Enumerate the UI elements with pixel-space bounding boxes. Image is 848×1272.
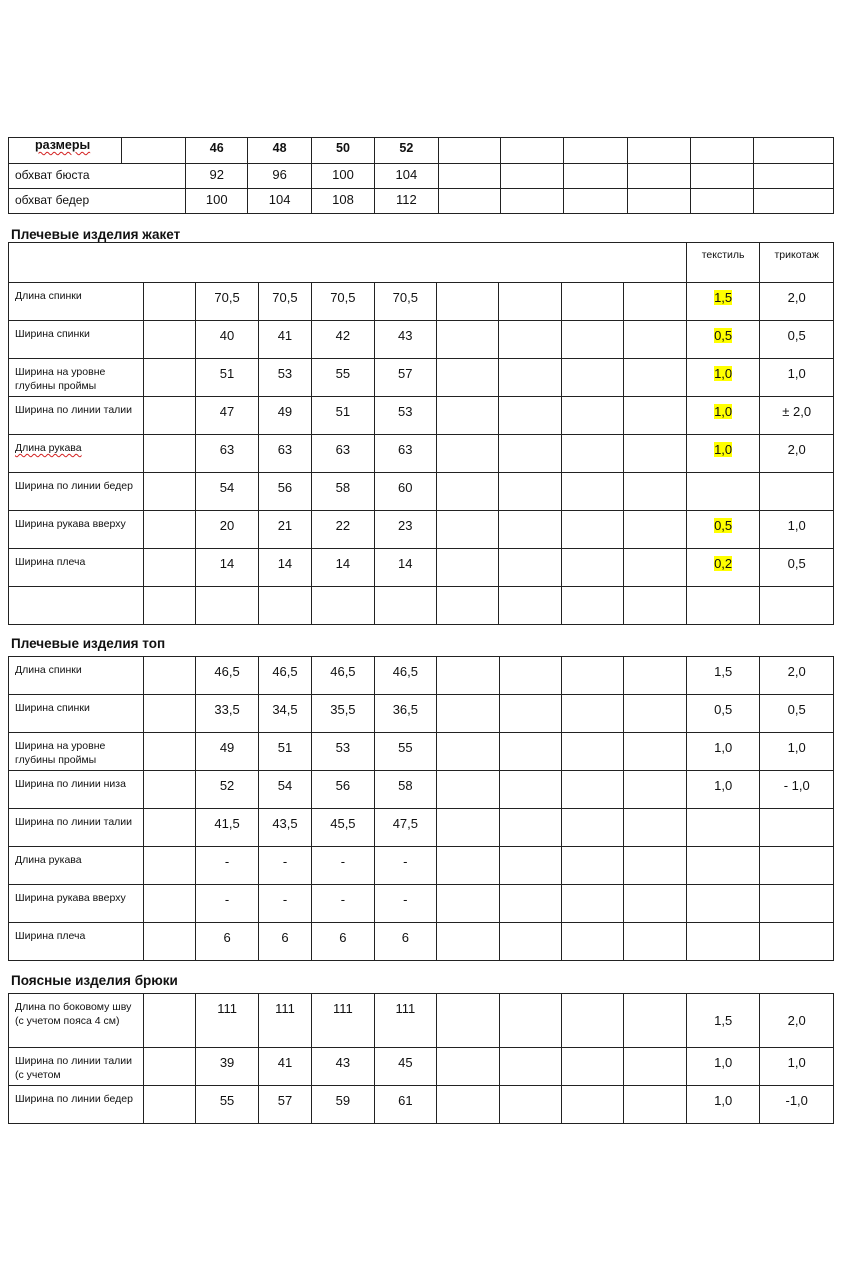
cell-value: 51 — [258, 733, 311, 771]
knit-allowance — [760, 473, 834, 511]
cell-value: 104 — [375, 164, 438, 189]
row-label: Ширина по линии бедер — [15, 480, 133, 492]
table-row — [9, 885, 834, 923]
knit-allowance: ± 2,0 — [760, 397, 834, 435]
cell-value: 57 — [258, 1086, 311, 1124]
row-label: Ширина плеча — [15, 930, 86, 942]
row-label: обхват бюста — [9, 164, 186, 189]
cell-value: 45 — [374, 1048, 436, 1086]
cell-value: 63 — [258, 435, 311, 473]
cell-value: 6 — [312, 923, 374, 961]
cell-value: - — [374, 885, 436, 923]
cell-value: 58 — [374, 771, 436, 809]
table-row — [9, 283, 834, 321]
jacket-rows — [9, 283, 834, 625]
cell-value: 61 — [374, 1086, 436, 1124]
cell-value: 53 — [258, 359, 311, 397]
cell-value: 41 — [258, 321, 311, 359]
textile-allowance: 1,0 — [714, 366, 733, 381]
cell-value: 100 — [186, 189, 248, 214]
cell-value: 56 — [258, 473, 311, 511]
cell-value: 6 — [196, 923, 258, 961]
cell-value: 21 — [258, 511, 311, 549]
cell-value: 43 — [312, 1048, 374, 1086]
knit-allowance: 1,0 — [760, 359, 834, 397]
cell-value: - — [312, 847, 374, 885]
cell-value: 6 — [258, 923, 311, 961]
cell-value: 34,5 — [258, 695, 311, 733]
cell-value: 100 — [311, 164, 374, 189]
row-label: Ширина по линии талии — [15, 816, 133, 828]
top-table — [8, 656, 834, 961]
table-row — [9, 397, 834, 435]
knit-allowance: - 1,0 — [760, 771, 834, 809]
row-label: Ширина по линии низа — [15, 778, 126, 790]
knit-allowance: 1,0 — [760, 733, 834, 771]
row-label: Длина по боковому шву (с учетом пояса 4 см) — [15, 1001, 132, 1027]
row-label: Ширина по линии бедер — [15, 1093, 133, 1105]
row-label: Ширина рукава вверху — [15, 518, 126, 530]
section-title-jacket: Плечевые изделия жакет — [11, 227, 181, 242]
row-label: Длина спинки — [15, 290, 82, 302]
knit-allowance: 0,5 — [760, 321, 834, 359]
table-row — [9, 695, 834, 733]
table-row — [9, 549, 834, 587]
cell-value: 63 — [196, 435, 258, 473]
cell-value: 22 — [312, 511, 374, 549]
cell-value: 104 — [248, 189, 311, 214]
trousers-rows — [9, 994, 834, 1124]
cell-value: - — [312, 885, 374, 923]
table-row — [9, 1048, 834, 1086]
row-label: Ширина на уровне глубины проймы — [15, 740, 106, 766]
knit-allowance — [760, 847, 834, 885]
knit-allowance: 2,0 — [760, 283, 834, 321]
col-header-knit: трикотаж — [760, 243, 834, 283]
table-row — [9, 847, 834, 885]
cell-value: 35,5 — [312, 695, 374, 733]
cell-value — [258, 587, 311, 625]
cell-value: 52 — [196, 771, 258, 809]
table-row — [9, 164, 834, 189]
sizes-header-label: размеры — [35, 138, 91, 152]
textile-allowance: 1,5 — [714, 290, 733, 305]
textile-allowance: 1,5 — [714, 1013, 733, 1028]
table-row — [9, 809, 834, 847]
cell-value: 49 — [196, 733, 258, 771]
cell-value: 14 — [312, 549, 374, 587]
row-label: Ширина рукава вверху — [15, 892, 126, 904]
textile-allowance: 0,5 — [714, 328, 733, 343]
cell-value — [374, 587, 436, 625]
cell-value: 63 — [312, 435, 374, 473]
textile-allowance: 0,2 — [714, 556, 733, 571]
cell-value: - — [374, 847, 436, 885]
textile-allowance: 1,0 — [714, 404, 733, 419]
jacket-table — [8, 242, 834, 625]
knit-allowance — [760, 587, 834, 625]
size-52: 52 — [375, 138, 438, 164]
cell-value: 56 — [312, 771, 374, 809]
cell-value: 14 — [258, 549, 311, 587]
cell-value: 42 — [312, 321, 374, 359]
table-row — [9, 473, 834, 511]
cell-value: 39 — [196, 1048, 258, 1086]
jacket-header-row — [9, 243, 834, 283]
size-50: 50 — [311, 138, 374, 164]
cell-value: 46,5 — [312, 657, 374, 695]
size-48: 48 — [248, 138, 311, 164]
cell-value: 111 — [196, 994, 258, 1048]
cell-value: 6 — [374, 923, 436, 961]
cell-value: 43 — [374, 321, 436, 359]
table-row — [9, 189, 834, 214]
table-row — [9, 359, 834, 397]
cell-value: 33,5 — [196, 695, 258, 733]
cell-value: - — [196, 847, 258, 885]
cell-value: 45,5 — [312, 809, 374, 847]
knit-allowance: 1,0 — [760, 1048, 834, 1086]
row-label: Ширина спинки — [15, 328, 90, 340]
cell-value: 70,5 — [258, 283, 311, 321]
knit-allowance — [760, 809, 834, 847]
cell-value: 36,5 — [374, 695, 436, 733]
cell-value: 57 — [374, 359, 436, 397]
textile-allowance: 1,0 — [714, 1093, 733, 1108]
cell-value: 59 — [312, 1086, 374, 1124]
section-title-trousers: Поясные изделия брюки — [11, 973, 178, 988]
table-row — [9, 587, 834, 625]
cell-value: 70,5 — [374, 283, 436, 321]
cell-value: 63 — [374, 435, 436, 473]
cell-value: - — [258, 885, 311, 923]
cell-value: 51 — [196, 359, 258, 397]
cell-value: 108 — [311, 189, 374, 214]
row-label: Длина рукава — [15, 854, 82, 866]
textile-allowance: 0,5 — [714, 702, 733, 717]
cell-value: 40 — [196, 321, 258, 359]
row-label: Длина спинки — [15, 664, 82, 676]
cell-value: 111 — [312, 994, 374, 1048]
cell-value: 55 — [374, 733, 436, 771]
knit-allowance: 2,0 — [760, 994, 834, 1048]
textile-allowance: 1,5 — [714, 664, 733, 679]
cell-value: 43,5 — [258, 809, 311, 847]
table-row — [9, 771, 834, 809]
row-label: Ширина спинки — [15, 702, 90, 714]
knit-allowance: 1,0 — [760, 511, 834, 549]
size-46: 46 — [186, 138, 248, 164]
cell-value: 60 — [374, 473, 436, 511]
table-row — [9, 994, 834, 1048]
cell-value: 14 — [196, 549, 258, 587]
cell-value: 54 — [196, 473, 258, 511]
cell-value: 20 — [196, 511, 258, 549]
cell-value: 96 — [248, 164, 311, 189]
knit-allowance — [760, 885, 834, 923]
table-row — [9, 1086, 834, 1124]
knit-allowance: 2,0 — [760, 657, 834, 695]
table-row — [9, 923, 834, 961]
table-row — [9, 657, 834, 695]
cell-value: 46,5 — [196, 657, 258, 695]
cell-value: 41 — [258, 1048, 311, 1086]
col-header-textile: текстиль — [686, 243, 760, 283]
sizes-table — [8, 137, 834, 214]
cell-value: 47,5 — [374, 809, 436, 847]
table-row — [9, 511, 834, 549]
knit-allowance: 2,0 — [760, 435, 834, 473]
cell-value — [312, 587, 374, 625]
cell-value: - — [258, 847, 311, 885]
cell-value: 23 — [374, 511, 436, 549]
cell-value: 46,5 — [374, 657, 436, 695]
sizes-header-row — [9, 138, 834, 164]
cell-value: 55 — [312, 359, 374, 397]
cell-value: 53 — [312, 733, 374, 771]
row-label: Ширина на уровне глубины проймы — [15, 366, 106, 392]
cell-value: 54 — [258, 771, 311, 809]
cell-value: 111 — [258, 994, 311, 1048]
cell-value: 70,5 — [196, 283, 258, 321]
cell-value: 58 — [312, 473, 374, 511]
cell-value — [196, 587, 258, 625]
table-row — [9, 435, 834, 473]
textile-allowance: 0,5 — [714, 518, 733, 533]
cell-value: 47 — [196, 397, 258, 435]
textile-allowance: 1,0 — [714, 740, 733, 755]
textile-allowance: 1,0 — [714, 778, 733, 793]
cell-value: - — [196, 885, 258, 923]
cell-value: 70,5 — [312, 283, 374, 321]
knit-allowance: -1,0 — [760, 1086, 834, 1124]
cell-value: 51 — [312, 397, 374, 435]
row-label: Длина рукава — [15, 442, 82, 454]
top-rows — [9, 657, 834, 961]
textile-allowance: 1,0 — [714, 442, 733, 457]
knit-allowance: 0,5 — [760, 549, 834, 587]
section-title-top: Плечевые изделия топ — [11, 636, 166, 651]
cell-value: 92 — [186, 164, 248, 189]
cell-value: 49 — [258, 397, 311, 435]
table-row — [9, 733, 834, 771]
row-label: Ширина по линии талии (с учетом — [15, 1055, 133, 1081]
cell-value: 53 — [374, 397, 436, 435]
row-label: Ширина по линии талии — [15, 404, 133, 416]
cell-value: 111 — [374, 994, 436, 1048]
table-row — [9, 321, 834, 359]
trousers-table — [8, 993, 834, 1124]
cell-value: 41,5 — [196, 809, 258, 847]
knit-allowance: 0,5 — [760, 695, 834, 733]
row-label: обхват бедер — [9, 189, 186, 214]
cell-value: 14 — [374, 549, 436, 587]
knit-allowance — [760, 923, 834, 961]
cell-value: 46,5 — [258, 657, 311, 695]
cell-value: 112 — [375, 189, 438, 214]
cell-value: 55 — [196, 1086, 258, 1124]
row-label: Ширина плеча — [15, 556, 86, 568]
textile-allowance: 1,0 — [714, 1055, 733, 1070]
